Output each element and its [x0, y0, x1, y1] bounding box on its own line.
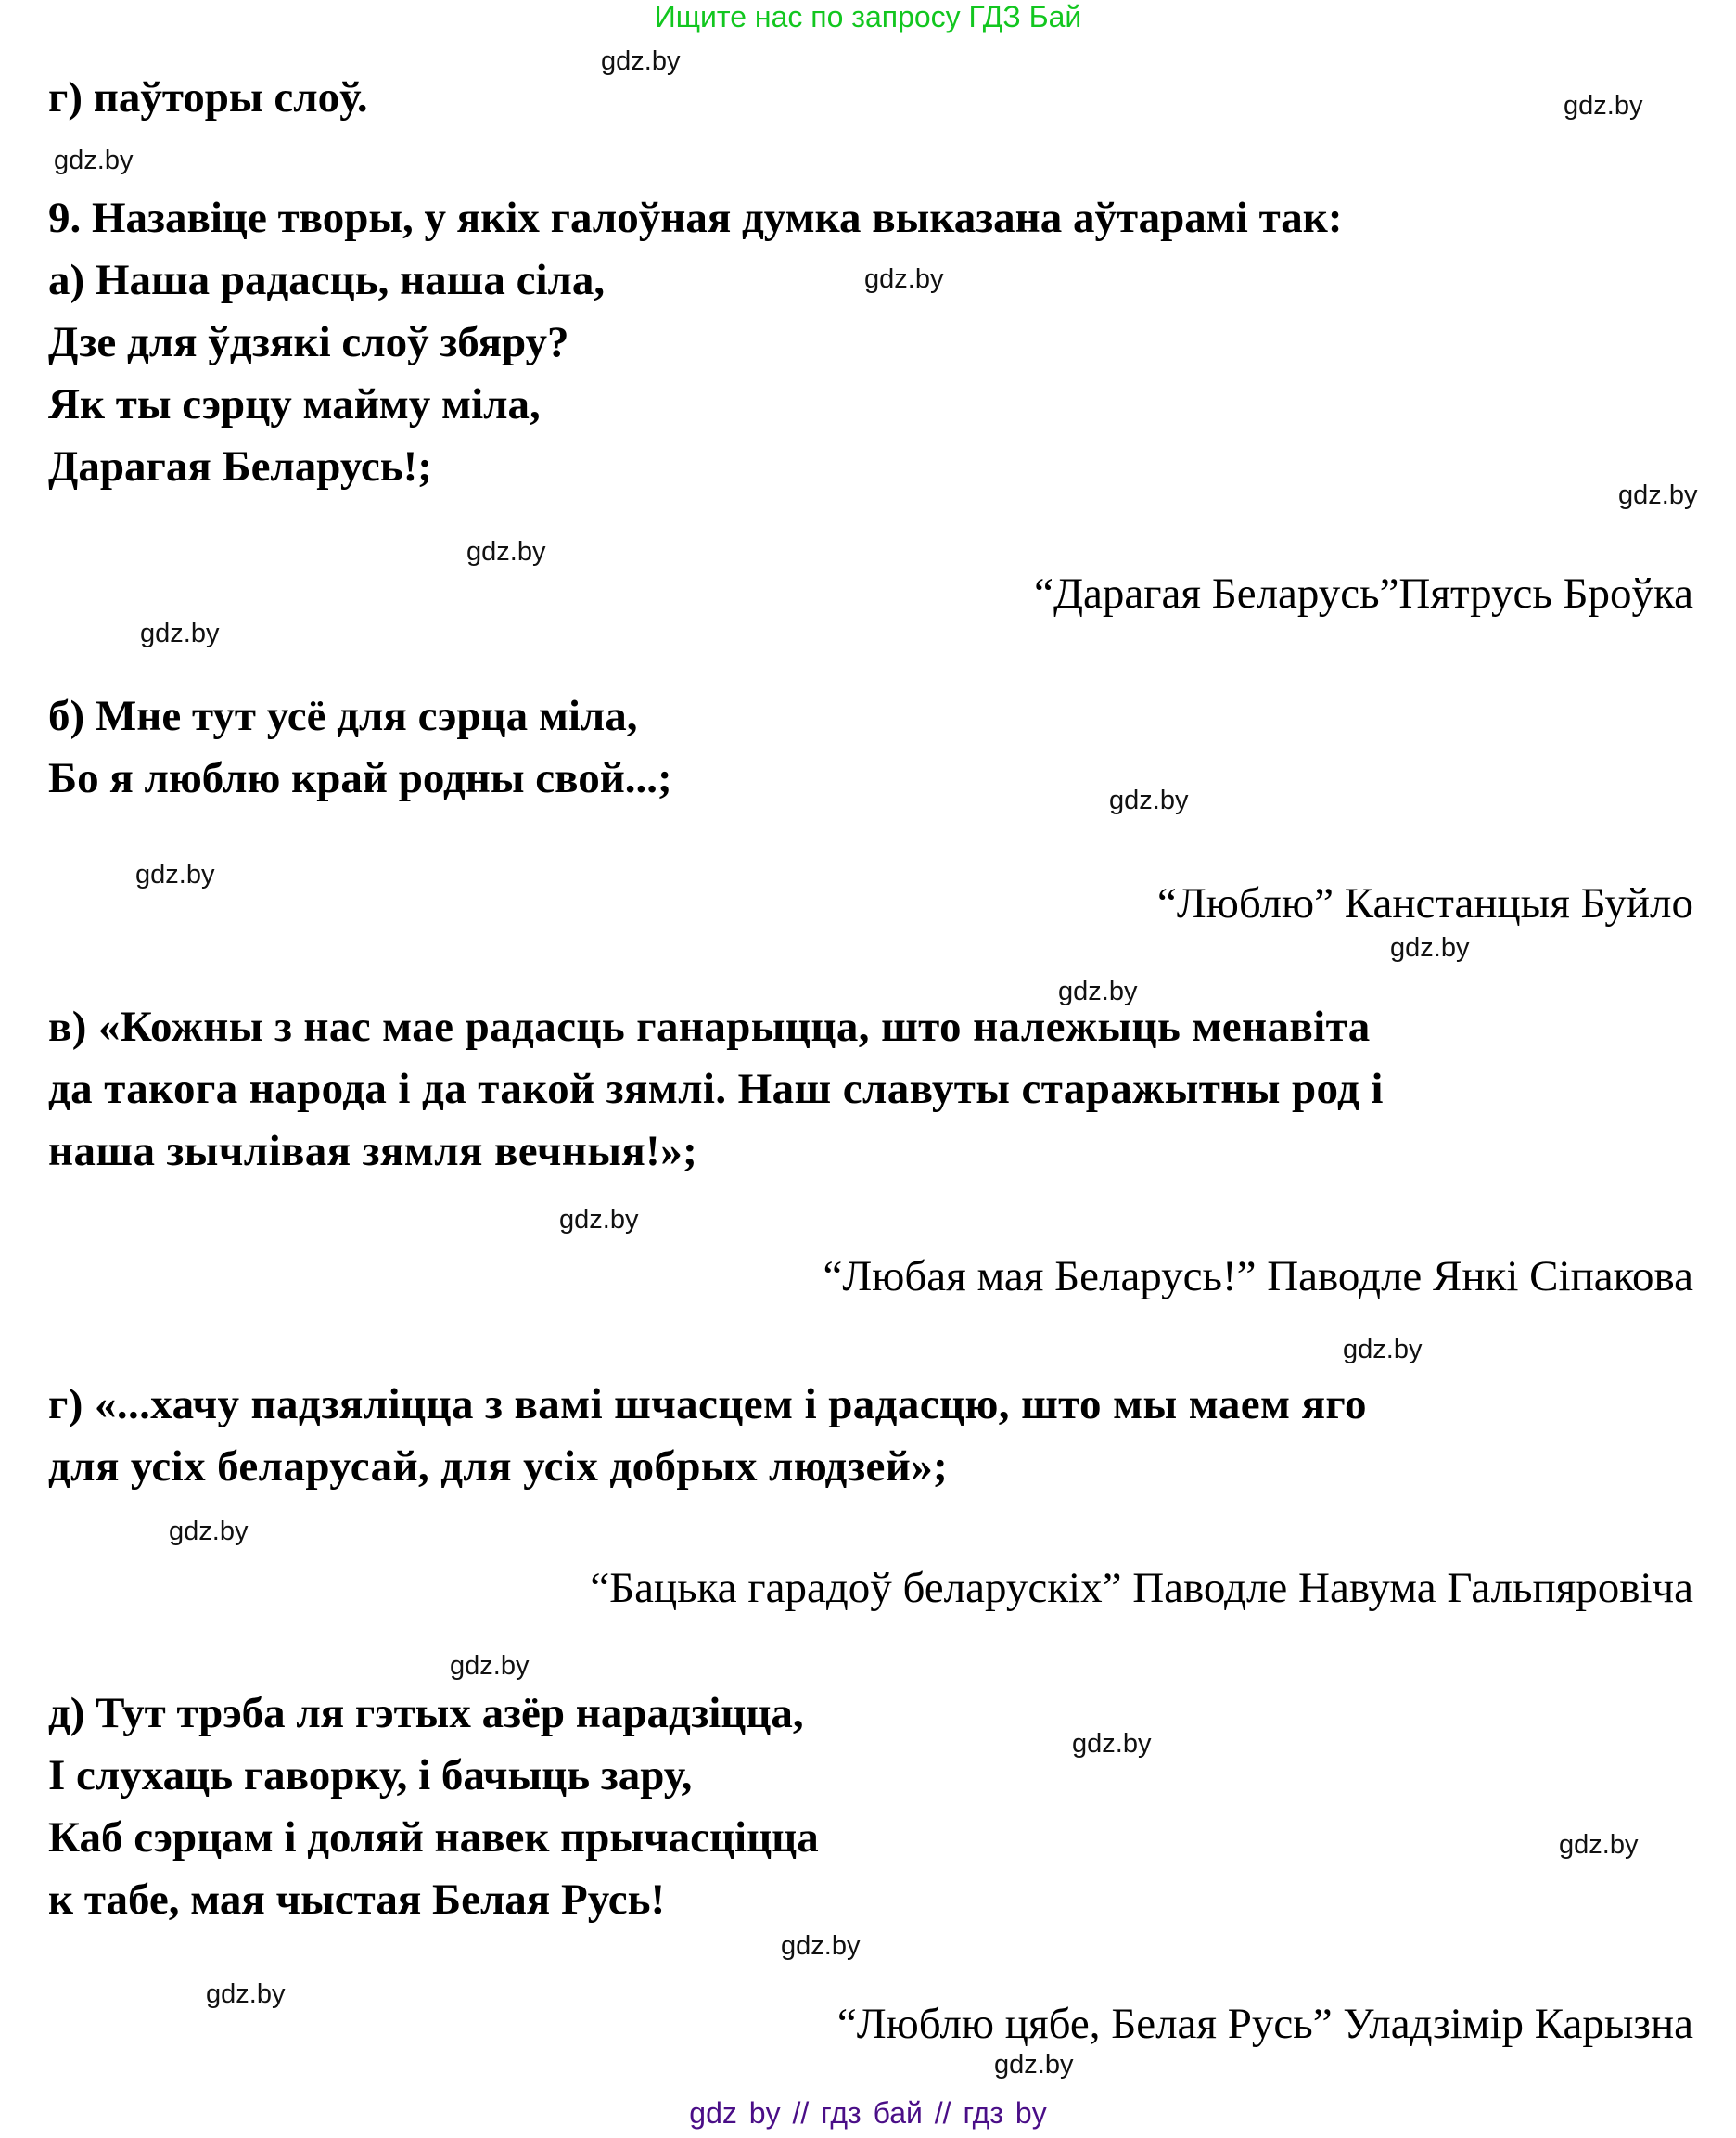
- quote-line: к табе, мая чыстая Белая Русь!: [48, 1876, 666, 1924]
- task-heading: 9. Назавіце творы, у якіх галоўная думка выказана аўтарамі так:: [48, 194, 1343, 242]
- watermark: gdz.by: [1058, 977, 1138, 1006]
- quote-line: г) «...хачу падзяліцца з вамі шчасцем і радасцю, што мы маем яго: [48, 1380, 1367, 1428]
- quote-line: Дзе для ўдзякі слоў збяру?: [48, 318, 569, 366]
- quote-line: Бо я люблю край родны свой...;: [48, 754, 672, 802]
- watermark: gdz.by: [994, 2050, 1074, 2080]
- watermark: gdz.by: [1072, 1729, 1152, 1759]
- watermark: gdz.by: [169, 1517, 249, 1546]
- quote-line: да такога народа і да такой зямлі. Наш славуты старажытны род і: [48, 1065, 1384, 1113]
- author-attribution: “Бацька гарадоў беларускіх” Паводле Навума Гальпяровіча: [590, 1564, 1693, 1612]
- watermark: gdz.by: [781, 1931, 861, 1961]
- watermark: gdz.by: [1559, 1830, 1639, 1860]
- quote-line: а) Наша радасць, наша сіла,: [48, 256, 606, 304]
- watermark: gdz.by: [54, 146, 134, 175]
- watermark: gdz.by: [1109, 786, 1189, 815]
- search-hint-banner: Ищите нас по запросу ГДЗ Бай: [654, 0, 1082, 33]
- watermark: gdz.by: [140, 619, 220, 648]
- quote-line: д) Тут трэба ля гэтых азёр нарадзіцца,: [48, 1689, 804, 1737]
- quote-line: Каб сэрцам і доляй навек прычасціцца: [48, 1813, 819, 1862]
- watermark: gdz.by: [206, 1979, 286, 2009]
- author-attribution: “Люблю” Канстанцыя Буйло: [1156, 879, 1693, 928]
- watermark: gdz.by: [1343, 1335, 1423, 1364]
- author-attribution: “Любая мая Беларусь!” Паводле Янкі Сіпакова: [823, 1252, 1693, 1300]
- watermark: gdz.by: [135, 860, 215, 890]
- quote-line: Як ты сэрцу майму міла,: [48, 380, 541, 429]
- watermark: gdz.by: [864, 264, 944, 294]
- site-footer-banner: gdz by // гдз бай // гдз by: [689, 2096, 1047, 2130]
- watermark: gdz.by: [601, 46, 681, 76]
- quote-line: наша зычлівая зямля вечныя!»;: [48, 1127, 698, 1175]
- quote-line: б) Мне тут усё для сэрца міла,: [48, 692, 638, 740]
- author-attribution: “Люблю цябе, Белая Русь” Уладзімір Карызна: [836, 2000, 1693, 2048]
- watermark: gdz.by: [1564, 91, 1643, 121]
- watermark: gdz.by: [450, 1651, 530, 1681]
- watermark: gdz.by: [1618, 480, 1698, 510]
- quote-line: І слухаць гаворку, і бачыць зару,: [48, 1751, 693, 1799]
- watermark: gdz.by: [559, 1205, 639, 1235]
- previous-answer-line: г) паўторы слоў.: [48, 73, 368, 122]
- watermark: gdz.by: [1390, 933, 1470, 963]
- author-attribution: “Дарагая Беларусь”Пятрусь Броўка: [1034, 570, 1693, 618]
- quote-line: в) «Кожны з нас мае радасць ганарыцца, што належыць менавіта: [48, 1003, 1371, 1051]
- watermark: gdz.by: [466, 537, 546, 567]
- quote-line: Дарагая Беларусь!;: [48, 442, 432, 491]
- quote-line: для усіх беларусай, для усіх добрых людзей»;: [48, 1442, 949, 1491]
